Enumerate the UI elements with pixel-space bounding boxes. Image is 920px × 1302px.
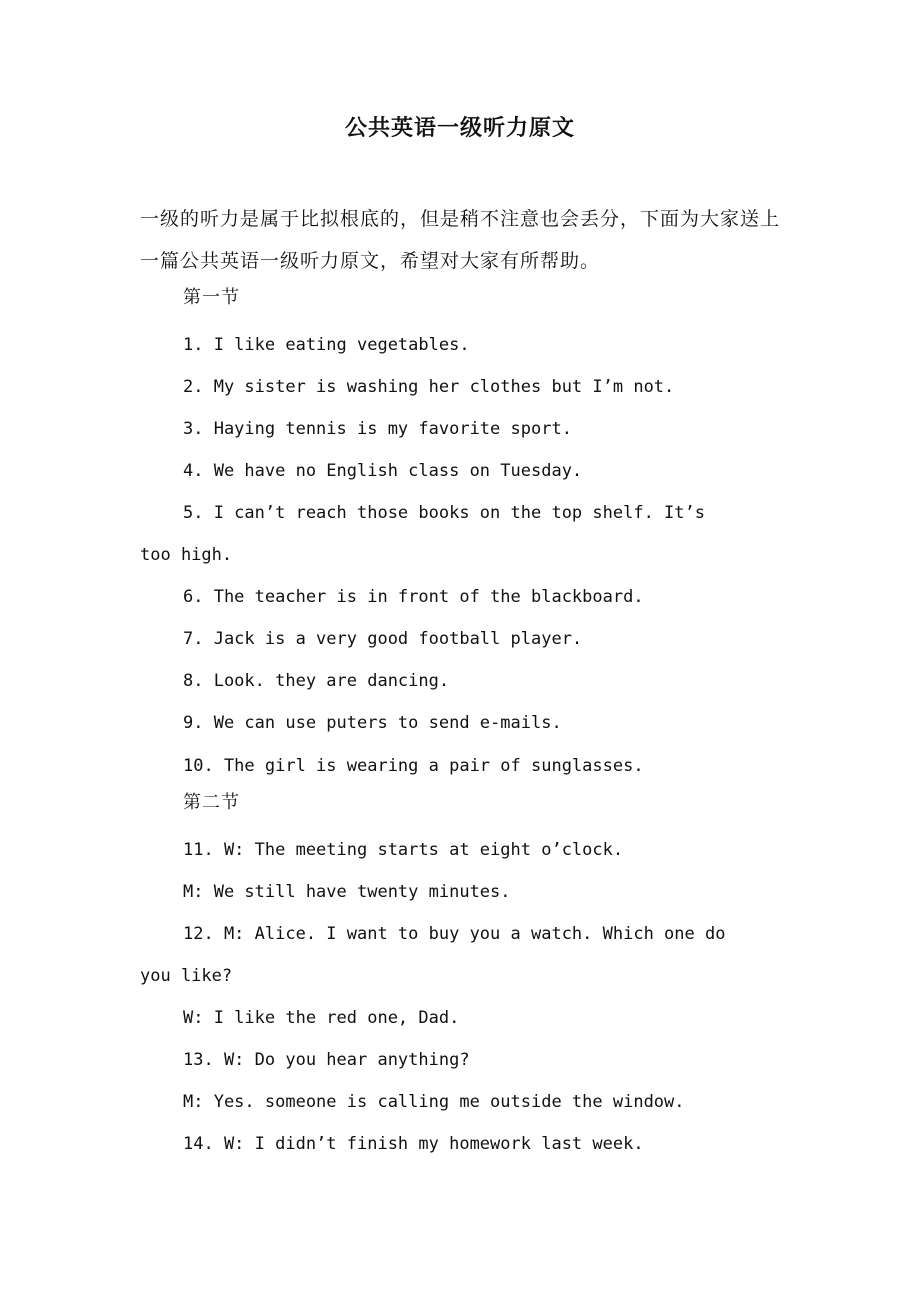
transcript-line-continued: too high. — [140, 545, 233, 565]
transcript-line: 6. The teacher is in front of the blackboard. — [183, 587, 644, 607]
transcript-line: 12. M: Alice. I want to buy you a watch. Which one do — [183, 924, 726, 944]
transcript-line: 8. Look. they are dancing. — [183, 671, 450, 691]
transcript-line: 2. My sister is washing her clothes but I’m not. — [183, 377, 675, 397]
document-title: 公共英语一级听力原文 — [344, 115, 575, 141]
transcript-line: M: Yes. someone is calling me outside the window. — [183, 1092, 685, 1112]
section-1-heading: 第一节 — [183, 287, 240, 308]
transcript-line: 9. We can use puters to send e-mails. — [183, 713, 562, 733]
transcript-line: 13. W: Do you hear anything? — [183, 1050, 470, 1070]
transcript-line: 7. Jack is a very good football player. — [183, 629, 583, 649]
transcript-line: 5. I can’t reach those books on the top shelf. It’s — [183, 503, 705, 523]
intro-paragraph: 一级的听力是属于比拟根底的，但是稍不注意也会丢分，下面为大家送上一篇公共英语一级听力原文，希望对大家有所帮助。 — [140, 208, 781, 272]
transcript-line: M: We still have twenty minutes. — [183, 882, 511, 902]
section-2-heading: 第二节 — [183, 792, 240, 813]
transcript-line: W: I like the red one, Dad. — [183, 1008, 460, 1028]
transcript-line: 11. W: The meeting starts at eight o’clock. — [183, 840, 624, 860]
transcript-line: 4. We have no English class on Tuesday. — [183, 461, 583, 481]
transcript-line: 14. W: I didn’t finish my homework last week. — [183, 1134, 644, 1154]
transcript-line: 10. The girl is wearing a pair of sunglasses. — [183, 756, 644, 776]
transcript-line: 1. I like eating vegetables. — [183, 335, 470, 355]
transcript-line-continued: you like? — [140, 966, 233, 986]
transcript-line: 3. Haying tennis is my favorite sport. — [183, 419, 572, 439]
